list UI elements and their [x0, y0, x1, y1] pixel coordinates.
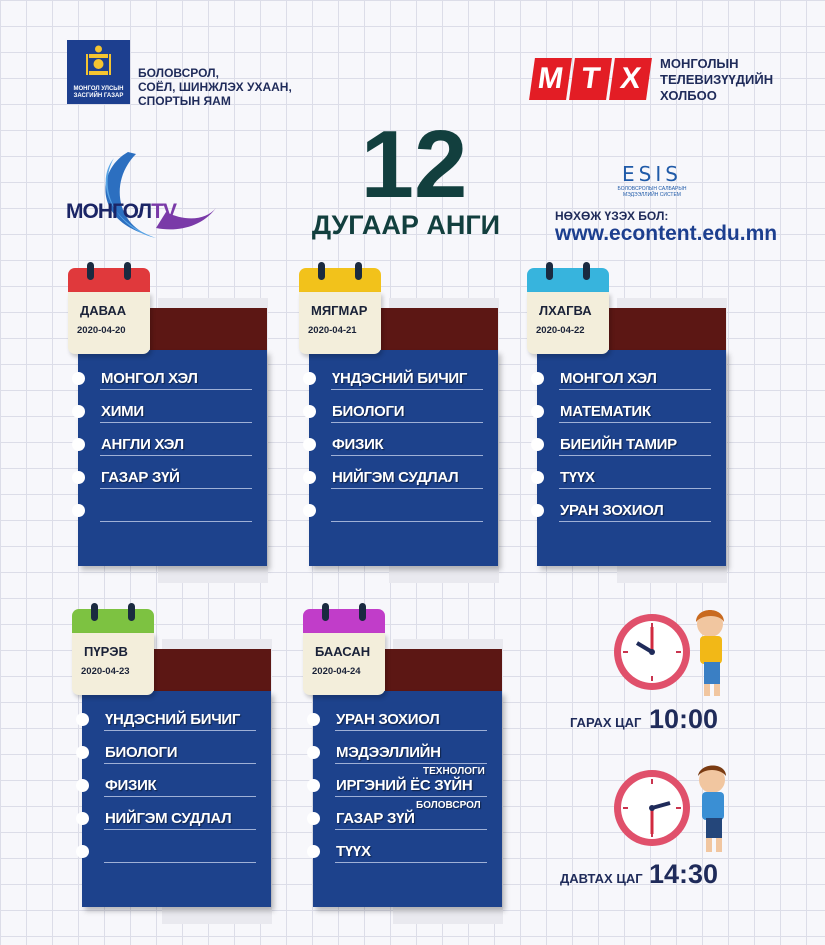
binder-hole	[307, 845, 320, 858]
subject-item: УРАН ЗОХИОЛ	[560, 502, 664, 519]
mtx-name-line: ТЕЛЕВИЗҮҮДИЙН	[660, 72, 774, 87]
government-emblem	[67, 40, 130, 104]
broadcast-time: 10:00	[649, 704, 719, 734]
subject-line	[559, 422, 711, 423]
website-link[interactable]: www.econtent.edu.mn	[555, 222, 778, 245]
calendar-ring	[124, 262, 131, 280]
binder-hole	[531, 471, 544, 484]
binder-hole	[531, 438, 544, 451]
subject-item: ГАЗАР ЗҮЙ	[336, 810, 415, 827]
repeat-time: 14:30	[649, 859, 719, 889]
subject-line	[331, 422, 483, 423]
binder-hole	[72, 471, 85, 484]
subject-line	[331, 389, 483, 390]
subject-line	[104, 862, 256, 863]
binder-hole	[76, 746, 89, 759]
repeat-clock	[612, 758, 732, 858]
subject-line	[559, 455, 711, 456]
day-date: 2020-04-24	[312, 666, 361, 677]
subject-item: МОНГОЛ ХЭЛ	[101, 370, 198, 387]
subject-item: ҮНДЭСНИЙ БИЧИГ	[105, 711, 241, 728]
calendar-ring	[359, 603, 366, 621]
binder-hole	[303, 438, 316, 451]
grade-number: 12	[360, 111, 468, 218]
calendar-tab	[527, 292, 609, 354]
calendar-tab	[299, 292, 381, 354]
broadcast-clock	[612, 602, 732, 702]
subject-line	[335, 763, 487, 764]
binder-hole	[303, 471, 316, 484]
mtx-logo-letter: Т	[569, 58, 612, 100]
binder-hole	[303, 372, 316, 385]
mtx-logo-letter: М	[529, 58, 572, 100]
swoosh-icon	[66, 150, 216, 240]
subject-note: БОЛОВСРОЛ	[416, 800, 481, 811]
government-caption-line: ЗАСГИЙН ГАЗАР	[73, 93, 124, 99]
binder-hole	[307, 713, 320, 726]
day-date: 2020-04-23	[81, 666, 130, 677]
subject-line	[100, 422, 252, 423]
day-name: БААСАН	[315, 644, 371, 659]
binder-hole	[72, 438, 85, 451]
subject-item: ФИЗИК	[105, 777, 157, 794]
day-name: МЯГМАР	[311, 303, 368, 318]
subject-line	[335, 730, 487, 731]
subject-line	[335, 829, 487, 830]
subject-item: ИРГЭНИЙ ЁС ЗҮЙН	[336, 777, 473, 794]
subject-item: ҮНДЭСНИЙ БИЧИГ	[332, 370, 468, 387]
calendar-tab-top	[72, 609, 154, 635]
esis-caption: МЭДЭЭЛЛИЙН СИСТЕМ	[623, 192, 681, 198]
calendar-ring	[91, 603, 98, 621]
subject-line	[335, 796, 487, 797]
subject-item: ТҮҮХ	[560, 469, 595, 486]
subject-item: НИЙГЭМ СУДЛАЛ	[105, 810, 232, 827]
mongol-tv-logo	[66, 150, 216, 240]
calendar-tab-top	[299, 268, 381, 294]
subject-item: ФИЗИК	[332, 436, 384, 453]
day-date: 2020-04-22	[536, 325, 585, 336]
binder-hole	[531, 372, 544, 385]
repeat-label: ДАВТАХ ЦАГ	[560, 871, 643, 886]
mtx-name-line: ХОЛБОО	[660, 88, 717, 103]
calendar-tab-top	[68, 268, 150, 294]
binder-hole	[307, 746, 320, 759]
maroon-header	[154, 649, 271, 691]
binder-hole	[72, 504, 85, 517]
binder-hole	[76, 845, 89, 858]
subject-item: АНГЛИ ХЭЛ	[101, 436, 184, 453]
calendar-ring	[322, 603, 329, 621]
calendar-tab	[68, 292, 150, 354]
subject-line	[104, 829, 256, 830]
maroon-header	[385, 649, 502, 691]
binder-hole	[303, 405, 316, 418]
esis-caption: БОЛОВСРОЛЫН САЛБАРЫН	[617, 186, 687, 192]
binder-hole	[531, 405, 544, 418]
subject-line	[331, 455, 483, 456]
calendar-ring	[87, 262, 94, 280]
day-name: ЛХАГВА	[539, 303, 592, 318]
subject-item: МАТЕМАТИК	[560, 403, 651, 420]
mtx-name	[660, 56, 773, 104]
mtx-logo-letter: Х	[609, 58, 652, 100]
mtx-name-line: МОНГОЛЫН	[660, 56, 739, 71]
subject-line	[331, 521, 483, 522]
esis-logo-text: ESIS	[622, 162, 682, 186]
subject-line	[559, 488, 711, 489]
maroon-header	[150, 308, 267, 350]
day-date: 2020-04-21	[308, 325, 357, 336]
calendar-tab	[72, 633, 154, 695]
ministry-name	[138, 66, 292, 108]
day-name: ДАВАА	[80, 303, 127, 318]
subject-item: БИОЛОГИ	[332, 403, 405, 420]
ministry-line: СОЁЛ, ШИНЖЛЭХ УХААН,	[138, 80, 292, 94]
calendar-tab-top	[527, 268, 609, 294]
calendar-tab	[303, 633, 385, 695]
subject-line	[331, 488, 483, 489]
subject-item: МЭДЭЭЛЛИЙН	[336, 744, 441, 761]
binder-hole	[307, 812, 320, 825]
mtx-logo	[532, 58, 649, 100]
subject-item: ТҮҮХ	[336, 843, 371, 860]
day-name: ПҮРЭВ	[84, 644, 128, 659]
binder-hole	[307, 779, 320, 792]
binder-hole	[72, 372, 85, 385]
subject-item: БИОЛОГИ	[105, 744, 178, 761]
subject-note: ТЕХНОЛОГИ	[423, 766, 485, 777]
channel-name-main: МОНГОЛ	[66, 200, 152, 223]
maroon-header	[381, 308, 498, 350]
channel-name	[66, 200, 176, 224]
binder-hole	[76, 812, 89, 825]
subject-line	[100, 389, 252, 390]
subject-line	[559, 521, 711, 522]
broadcast-label: ГАРАХ ЦАГ	[570, 715, 642, 730]
binder-hole	[303, 504, 316, 517]
subject-item: МОНГОЛ ХЭЛ	[560, 370, 657, 387]
calendar-ring	[583, 262, 590, 280]
soyombo-icon	[86, 44, 111, 78]
subject-item: УРАН ЗОХИОЛ	[336, 711, 440, 728]
subject-item: НИЙГЭМ СУДЛАЛ	[332, 469, 459, 486]
calendar-ring	[546, 262, 553, 280]
subject-line	[104, 796, 256, 797]
ministry-line: СПОРТЫН ЯАМ	[138, 94, 231, 108]
subject-line	[335, 862, 487, 863]
channel-name-suffix: TV	[151, 200, 177, 223]
subject-line	[104, 763, 256, 764]
calendar-ring	[355, 262, 362, 280]
binder-hole	[531, 504, 544, 517]
calendar-tab-top	[303, 609, 385, 635]
subject-line	[100, 488, 252, 489]
day-date: 2020-04-20	[77, 325, 126, 336]
binder-hole	[76, 779, 89, 792]
subject-line	[559, 389, 711, 390]
ministry-line: БОЛОВСРОЛ,	[138, 66, 219, 80]
subject-line	[100, 521, 252, 522]
grade-label: ДУГААР АНГИ	[311, 210, 501, 240]
binder-hole	[76, 713, 89, 726]
subject-line	[100, 455, 252, 456]
subject-item: БИЕИЙН ТАМИР	[560, 436, 677, 453]
government-caption-line: МОНГОЛ УЛСЫН	[73, 86, 124, 92]
subject-item: ХИМИ	[101, 403, 144, 420]
maroon-header	[609, 308, 726, 350]
calendar-ring	[318, 262, 325, 280]
esis-logo	[612, 162, 692, 198]
subject-item: ГАЗАР ЗҮЙ	[101, 469, 180, 486]
watch-label: НӨХӨЖ ҮЗЭХ БОЛ:	[555, 209, 669, 223]
calendar-ring	[128, 603, 135, 621]
subject-line	[104, 730, 256, 731]
binder-hole	[72, 405, 85, 418]
